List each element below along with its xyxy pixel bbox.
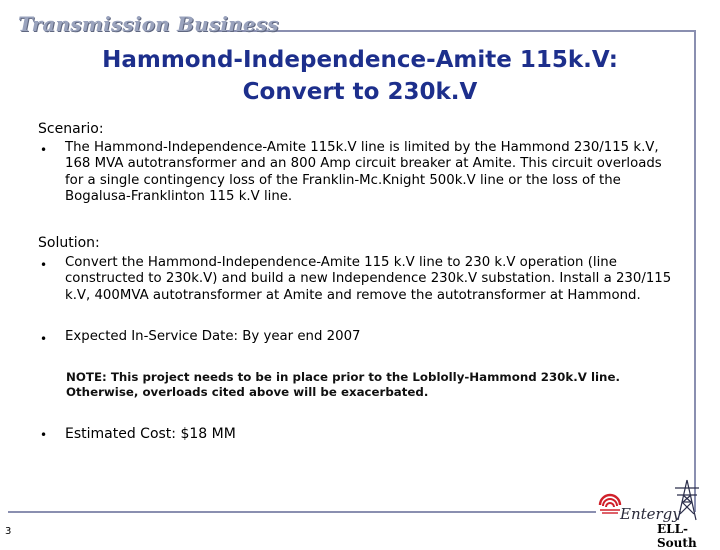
cost-line	[65, 426, 677, 442]
transmission-tower-icon	[672, 478, 702, 522]
footer-tag: ELL-South	[657, 522, 697, 550]
bullet-dot: •	[40, 428, 48, 442]
bullet-dot: •	[40, 258, 48, 272]
slide-title-line-2: Convert to 230k.V	[242, 79, 478, 105]
entergy-logo-icon	[598, 492, 622, 518]
solution-bullet-2: Expected In-Service Date: By year end 2007	[65, 329, 361, 344]
solution-bullet-1: Convert the Hammond-Independence-Amite 115 k.V line to 230 k.V operation (line constructed to 230k.V) and build a new Independence 230k.V substation. Install a 230/115 k.V, 400MVA autotransformer at Amite and remove the autotransformer at Hammond.	[65, 255, 672, 303]
bullet-dot: •	[40, 143, 48, 157]
page-number: 3	[5, 526, 12, 537]
slide-title-line-1: Hammond-Independence-Amite 115k.V:	[102, 47, 618, 73]
solution-heading: Solution:	[38, 235, 100, 251]
frame-right-line	[694, 30, 696, 512]
frame-top-line	[214, 30, 696, 32]
slide-title	[40, 44, 680, 108]
cost-value: $18 MM	[180, 426, 236, 442]
entergy-logo-text: Entergy	[620, 505, 681, 523]
header-title: Transmission Business	[18, 12, 279, 36]
cost-label: Estimated Cost:	[65, 426, 177, 442]
frame-bottom-line	[8, 511, 596, 513]
scenario-heading: Scenario:	[38, 121, 104, 137]
bullet-dot: •	[40, 332, 48, 346]
scenario-bullet: The Hammond-Independence-Amite 115k.V line is limited by the Hammond 230/115 k.V, 168 MVA autotransformer and an 800 Amp circuit breaker at Amite. This circuit overloads for a single contingency loss of the Franklin-Mc.Knight 500k.V line or the loss of the Bogalusa-Franklinton 115 k.V line.	[65, 140, 662, 205]
note-text: NOTE: This project needs to be in place prior to the Loblolly-Hammond 230k.V line. Otherwise, overloads cited above will be exacerbated.	[66, 370, 620, 399]
